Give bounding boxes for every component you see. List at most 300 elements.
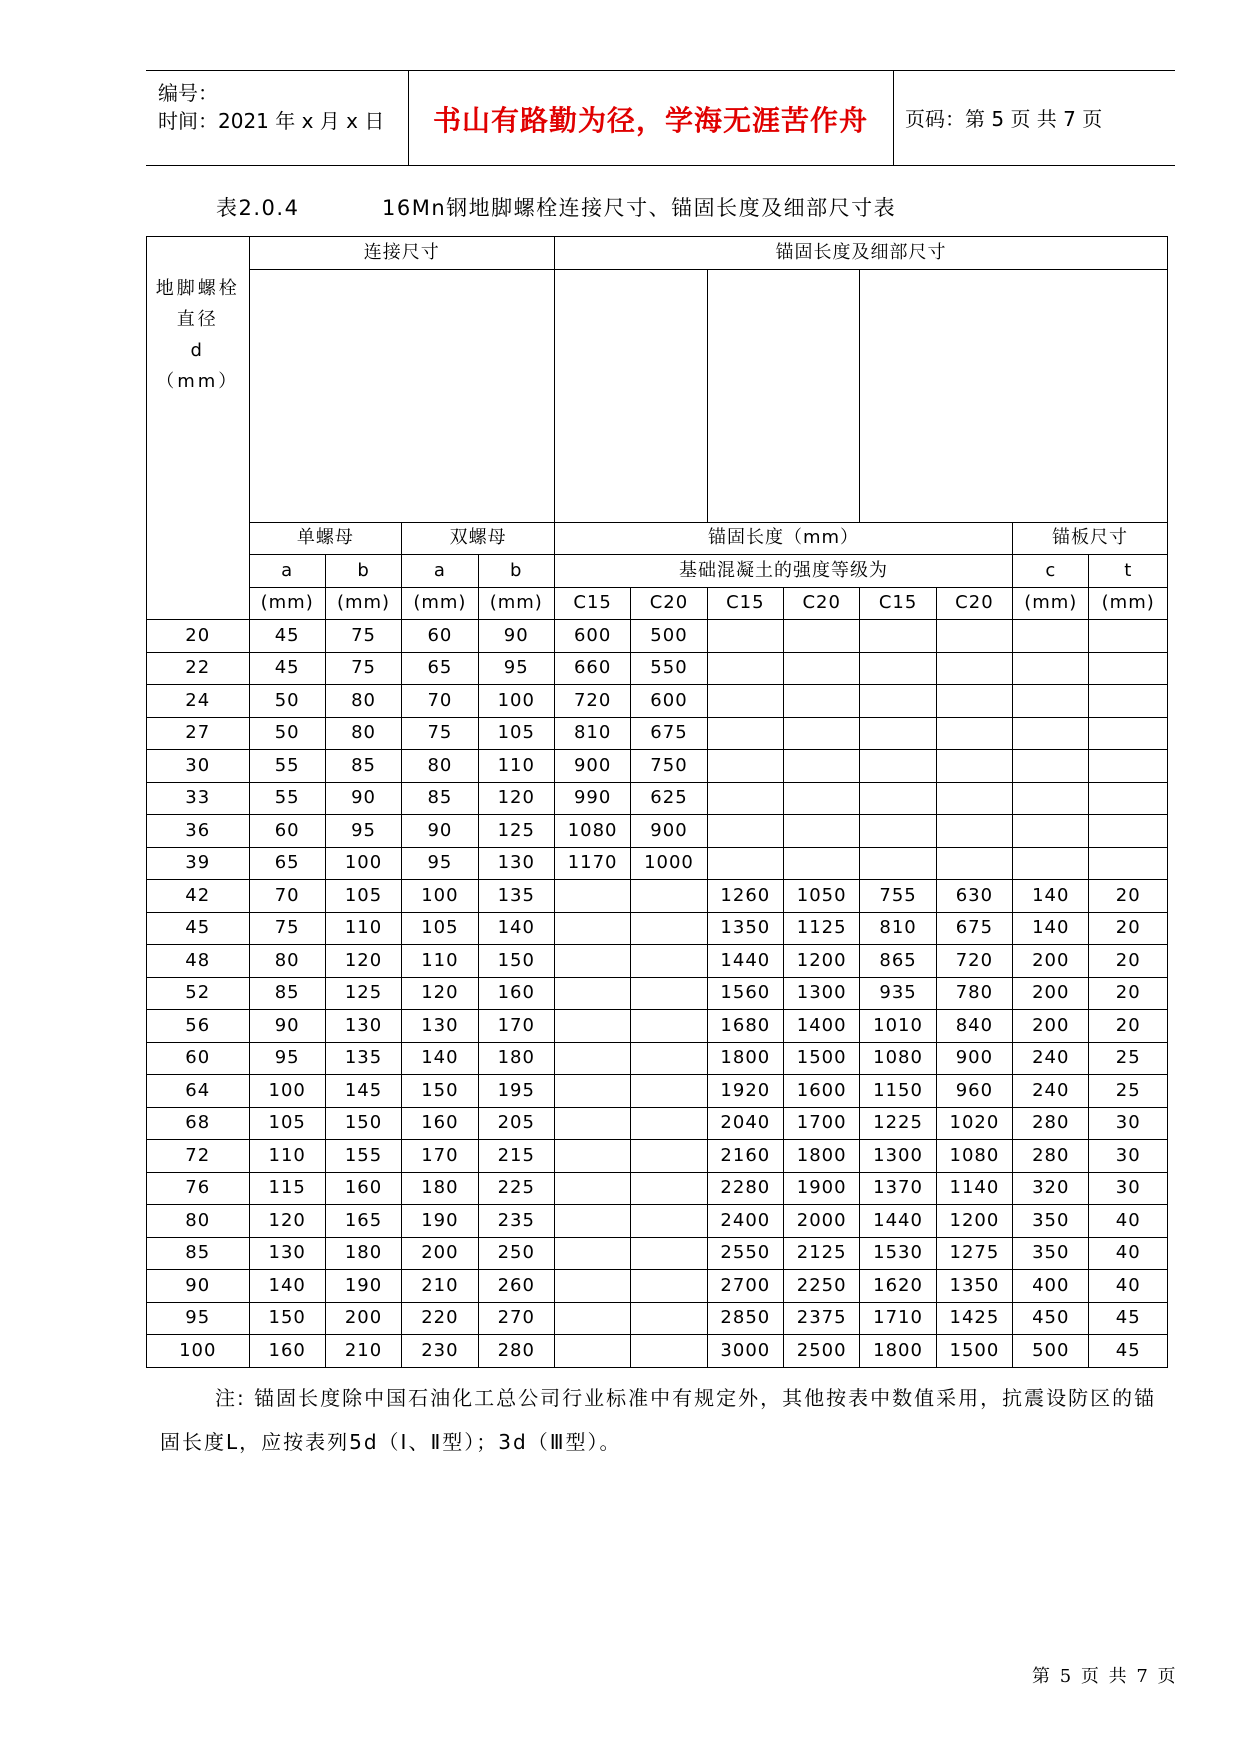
page-header: [146, 70, 1175, 166]
table-cell: [631, 1172, 707, 1205]
col-b-header: b: [478, 555, 554, 588]
table-row: [147, 1172, 1168, 1205]
table-cell: 260: [478, 1270, 554, 1303]
table-cell: 200: [402, 1237, 478, 1270]
table-cell: 2850: [707, 1302, 783, 1335]
table-cell: [631, 1140, 707, 1173]
table-cell: 140: [402, 1042, 478, 1075]
table-cell: 75: [402, 717, 478, 750]
table-cell: 100: [325, 847, 401, 880]
table-cell: 1700: [784, 1107, 860, 1140]
anchor-diagram-cell: [707, 269, 860, 522]
table-cell: 50: [249, 717, 325, 750]
diameter-header-line: 直径: [176, 309, 219, 330]
table-cell: 1260: [707, 880, 783, 913]
table-cell: 350: [1013, 1205, 1089, 1238]
table-cell: [860, 847, 936, 880]
table-cell: 100: [402, 880, 478, 913]
table-cell: 960: [936, 1075, 1012, 1108]
table-cell: 55: [249, 782, 325, 815]
table-cell: 2550: [707, 1237, 783, 1270]
table-cell: 1000: [631, 847, 707, 880]
table-cell: [860, 652, 936, 685]
table-cell: [1013, 750, 1089, 783]
table-cell: 115: [249, 1172, 325, 1205]
table-cell: 80: [402, 750, 478, 783]
table-cell: 100: [147, 1335, 250, 1368]
table-cell: [707, 847, 783, 880]
table-cell: 240: [1013, 1075, 1089, 1108]
table-cell: [554, 912, 630, 945]
table-cell: 60: [402, 620, 478, 653]
table-cell: 1600: [784, 1075, 860, 1108]
table-cell: 1350: [936, 1270, 1012, 1303]
table-cell: [784, 815, 860, 848]
table-cell: 150: [325, 1107, 401, 1140]
table-cell: 85: [402, 782, 478, 815]
table-cell: [936, 750, 1012, 783]
table-cell: 1200: [936, 1205, 1012, 1238]
table-cell: 1080: [860, 1042, 936, 1075]
table-cell: 22: [147, 652, 250, 685]
table-cell: 1300: [784, 977, 860, 1010]
table-row: [147, 1107, 1168, 1140]
table-cell: [1089, 815, 1168, 848]
table-cell: 500: [631, 620, 707, 653]
table-row: [147, 1237, 1168, 1270]
table-cell: 48: [147, 945, 250, 978]
col-a-header: a: [249, 555, 325, 588]
grade-c15-header: C15: [554, 587, 630, 620]
table-cell: 2000: [784, 1205, 860, 1238]
table-cell: 280: [478, 1335, 554, 1368]
table-cell: 72: [147, 1140, 250, 1173]
table-cell: 400: [1013, 1270, 1089, 1303]
table-cell: 625: [631, 782, 707, 815]
table-cell: [784, 782, 860, 815]
table-cell: 30: [1089, 1107, 1168, 1140]
table-cell: 140: [249, 1270, 325, 1303]
table-row: [147, 750, 1168, 783]
table-cell: 2375: [784, 1302, 860, 1335]
table-cell: 1225: [860, 1107, 936, 1140]
table-cell: 1530: [860, 1237, 936, 1270]
table-row: [147, 977, 1168, 1010]
table-cell: 90: [478, 620, 554, 653]
table-cell: [554, 1172, 630, 1205]
table-cell: 30: [1089, 1140, 1168, 1173]
table-cell: 1800: [784, 1140, 860, 1173]
table-cell: 110: [249, 1140, 325, 1173]
table-cell: [631, 1270, 707, 1303]
table-cell: [1013, 620, 1089, 653]
table-cell: [1089, 847, 1168, 880]
table-cell: 1275: [936, 1237, 1012, 1270]
table-cell: 205: [478, 1107, 554, 1140]
table-cell: 190: [402, 1205, 478, 1238]
table-cell: [784, 685, 860, 718]
table-cell: 25: [1089, 1075, 1168, 1108]
table-cell: [554, 1237, 630, 1270]
grade-c20-header: C20: [936, 587, 1012, 620]
connection-diagram-cell: [249, 269, 554, 522]
table-cell: 2280: [707, 1172, 783, 1205]
table-cell: [707, 782, 783, 815]
table-cell: 30: [1089, 1172, 1168, 1205]
table-cell: [707, 750, 783, 783]
col-a-header: a: [402, 555, 478, 588]
table-caption-title: 16Mn钢地脚螺栓连接尺寸、锚固长度及细部尺寸表: [382, 196, 897, 220]
table-cell: 105: [249, 1107, 325, 1140]
table-cell: 230: [402, 1335, 478, 1368]
table-cell: 45: [249, 620, 325, 653]
table-cell: 1020: [936, 1107, 1012, 1140]
table-cell: 190: [325, 1270, 401, 1303]
table-cell: 900: [554, 750, 630, 783]
unit-header: (mm): [1089, 587, 1168, 620]
table-cell: 45: [1089, 1302, 1168, 1335]
table-cell: 600: [631, 685, 707, 718]
table-cell: 125: [478, 815, 554, 848]
table-cell: 75: [325, 620, 401, 653]
table-cell: 630: [936, 880, 1012, 913]
table-cell: 30: [147, 750, 250, 783]
table-cell: 2700: [707, 1270, 783, 1303]
table-cell: 95: [478, 652, 554, 685]
table-cell: 720: [936, 945, 1012, 978]
table-cell: [554, 977, 630, 1010]
table-cell: [1013, 815, 1089, 848]
table-cell: 60: [147, 1042, 250, 1075]
table-row: [147, 1335, 1168, 1368]
page-footer: 第 5 页 共 7 页: [1032, 1666, 1178, 1687]
table-cell: [554, 1270, 630, 1303]
table-cell: [936, 782, 1012, 815]
table-cell: [707, 815, 783, 848]
table-cell: 1300: [860, 1140, 936, 1173]
table-cell: [860, 750, 936, 783]
table-cell: [784, 652, 860, 685]
table-caption-number: 表2.0.4: [216, 196, 300, 220]
table-cell: 235: [478, 1205, 554, 1238]
table-cell: 64: [147, 1075, 250, 1108]
table-row: [147, 782, 1168, 815]
concrete-grade-header: 基础混凝土的强度等级为: [554, 555, 1012, 588]
table-cell: 780: [936, 977, 1012, 1010]
table-cell: [860, 717, 936, 750]
anchor-length-header: 锚固长度（mm）: [554, 522, 1012, 555]
table-cell: [631, 945, 707, 978]
unit-header: (mm): [325, 587, 401, 620]
table-cell: 80: [147, 1205, 250, 1238]
grade-c15-header: C15: [707, 587, 783, 620]
table-cell: 1080: [554, 815, 630, 848]
col-b-header: b: [325, 555, 401, 588]
table-row: [147, 1302, 1168, 1335]
table-row: [147, 912, 1168, 945]
table-cell: 90: [402, 815, 478, 848]
single-nut-header: 单螺母: [249, 522, 402, 555]
header-page-number: 页码：第 5 页 共 7 页: [905, 107, 1103, 131]
table-cell: [631, 977, 707, 1010]
table-cell: 180: [402, 1172, 478, 1205]
table-cell: [707, 652, 783, 685]
table-row: [147, 652, 1168, 685]
table-cell: 120: [478, 782, 554, 815]
table-cell: 20: [1089, 880, 1168, 913]
table-cell: 105: [325, 880, 401, 913]
table-cell: 210: [325, 1335, 401, 1368]
table-cell: 76: [147, 1172, 250, 1205]
table-cell: 40: [1089, 1237, 1168, 1270]
table-cell: 1010: [860, 1010, 936, 1043]
table-cell: 40: [1089, 1205, 1168, 1238]
col-t-header: t: [1089, 555, 1168, 588]
table-row: [147, 685, 1168, 718]
grade-c20-header: C20: [784, 587, 860, 620]
table-cell: 45: [1089, 1335, 1168, 1368]
table-cell: 90: [325, 782, 401, 815]
table-cell: 1425: [936, 1302, 1012, 1335]
table-cell: [936, 847, 1012, 880]
table-cell: 1920: [707, 1075, 783, 1108]
table-cell: 675: [631, 717, 707, 750]
table-cell: 195: [478, 1075, 554, 1108]
table-cell: [936, 815, 1012, 848]
table-cell: 95: [402, 847, 478, 880]
table-cell: [784, 717, 860, 750]
table-cell: 39: [147, 847, 250, 880]
table-cell: 840: [936, 1010, 1012, 1043]
header-middle-cell: [408, 71, 894, 165]
table-cell: 750: [631, 750, 707, 783]
table-row: [147, 620, 1168, 653]
table-cell: 70: [249, 880, 325, 913]
table-cell: 2040: [707, 1107, 783, 1140]
table-cell: 1680: [707, 1010, 783, 1043]
table-cell: [784, 847, 860, 880]
table-cell: [936, 620, 1012, 653]
table-note: 注: 锚固长度除中国石油化工总公司行业标准中有规定外，其他按表中数值采用，抗震设防区的锚固长度L，应按表列5d（Ⅰ、Ⅱ型）；3d（Ⅲ型）。: [160, 1386, 1157, 1454]
anchor-diagram-cell: [554, 269, 707, 522]
table-cell: 500: [1013, 1335, 1089, 1368]
document-time: 时间：2021 年 x 月 x 日: [158, 109, 385, 133]
table-cell: 160: [478, 977, 554, 1010]
table-cell: 140: [1013, 912, 1089, 945]
table-cell: 100: [478, 685, 554, 718]
table-cell: [631, 880, 707, 913]
table-cell: 125: [325, 977, 401, 1010]
table-row: [147, 1270, 1168, 1303]
table-cell: 1620: [860, 1270, 936, 1303]
table-cell: 145: [325, 1075, 401, 1108]
unit-header: (mm): [1013, 587, 1089, 620]
table-cell: 270: [478, 1302, 554, 1335]
table-cell: 180: [325, 1237, 401, 1270]
unit-header: (mm): [249, 587, 325, 620]
table-cell: 250: [478, 1237, 554, 1270]
table-cell: 130: [325, 1010, 401, 1043]
table-cell: 20: [1089, 912, 1168, 945]
table-cell: [784, 620, 860, 653]
table-cell: 900: [631, 815, 707, 848]
table-row: [147, 815, 1168, 848]
table-cell: 210: [402, 1270, 478, 1303]
table-cell: [554, 880, 630, 913]
table-cell: [707, 685, 783, 718]
table-cell: 720: [554, 685, 630, 718]
table-cell: [631, 1107, 707, 1140]
table-cell: 52: [147, 977, 250, 1010]
double-nut-header: 双螺母: [402, 522, 555, 555]
header-right-cell: [893, 71, 1175, 165]
table-cell: 70: [402, 685, 478, 718]
table-row: [147, 945, 1168, 978]
table-cell: 85: [325, 750, 401, 783]
table-cell: 165: [325, 1205, 401, 1238]
table-cell: 1500: [936, 1335, 1012, 1368]
table-cell: [554, 1140, 630, 1173]
table-cell: 120: [325, 945, 401, 978]
table-cell: 105: [478, 717, 554, 750]
table-cell: [631, 1010, 707, 1043]
table-cell: 65: [402, 652, 478, 685]
table-cell: 450: [1013, 1302, 1089, 1335]
table-cell: 1440: [860, 1205, 936, 1238]
table-cell: 1500: [784, 1042, 860, 1075]
table-cell: [554, 945, 630, 978]
table-cell: 68: [147, 1107, 250, 1140]
table-row: [147, 717, 1168, 750]
table-cell: 20: [1089, 977, 1168, 1010]
table-cell: 1800: [860, 1335, 936, 1368]
table-cell: 56: [147, 1010, 250, 1043]
table-cell: [631, 1075, 707, 1108]
table-cell: 20: [147, 620, 250, 653]
table-cell: 150: [478, 945, 554, 978]
table-cell: [631, 912, 707, 945]
grade-c15-header: C15: [860, 587, 936, 620]
table-cell: 3000: [707, 1335, 783, 1368]
table-cell: 45: [249, 652, 325, 685]
table-cell: 1125: [784, 912, 860, 945]
table-cell: 755: [860, 880, 936, 913]
anchor-diagram-cell: [860, 269, 1168, 522]
table-cell: 42: [147, 880, 250, 913]
table-cell: 55: [249, 750, 325, 783]
table-cell: 160: [402, 1107, 478, 1140]
table-cell: 1800: [707, 1042, 783, 1075]
table-cell: [1089, 782, 1168, 815]
table-cell: 220: [402, 1302, 478, 1335]
table-cell: 1710: [860, 1302, 936, 1335]
table-cell: 675: [936, 912, 1012, 945]
table-cell: 110: [325, 912, 401, 945]
table-cell: 1400: [784, 1010, 860, 1043]
diameter-header-line: d: [190, 340, 205, 361]
table-cell: 225: [478, 1172, 554, 1205]
table-cell: 45: [147, 912, 250, 945]
table-cell: 140: [1013, 880, 1089, 913]
table-row: [147, 1140, 1168, 1173]
table-cell: [631, 1042, 707, 1075]
document-number-label: 编号：: [158, 81, 218, 105]
grade-c20-header: C20: [631, 587, 707, 620]
table-cell: 160: [249, 1335, 325, 1368]
table-cell: [1089, 717, 1168, 750]
table-cell: 20: [1089, 945, 1168, 978]
table-cell: 50: [249, 685, 325, 718]
table-cell: 40: [1089, 1270, 1168, 1303]
table-cell: [1089, 652, 1168, 685]
diameter-header-line: （mm）: [156, 371, 240, 392]
table-cell: 100: [249, 1075, 325, 1108]
table-row: [147, 1042, 1168, 1075]
header-motto: 书山有路勤为径，学海无涯苦作舟: [432, 104, 868, 137]
table-cell: 180: [478, 1042, 554, 1075]
table-cell: 85: [249, 977, 325, 1010]
table-cell: 90: [147, 1270, 250, 1303]
table-cell: [631, 1302, 707, 1335]
table-cell: [554, 1075, 630, 1108]
table-cell: 2500: [784, 1335, 860, 1368]
table-cell: 2250: [784, 1270, 860, 1303]
table-cell: [707, 717, 783, 750]
table-cell: 200: [1013, 977, 1089, 1010]
table-cell: 110: [478, 750, 554, 783]
table-cell: 65: [249, 847, 325, 880]
table-cell: [1013, 652, 1089, 685]
table-cell: 80: [249, 945, 325, 978]
table-cell: 110: [402, 945, 478, 978]
table-cell: [1089, 620, 1168, 653]
table-cell: 36: [147, 815, 250, 848]
table-row: [147, 1075, 1168, 1108]
table-cell: [860, 815, 936, 848]
table-cell: [1013, 847, 1089, 880]
table-cell: 200: [1013, 945, 1089, 978]
header-left-cell: [146, 71, 409, 165]
table-row: [147, 847, 1168, 880]
table-cell: 1140: [936, 1172, 1012, 1205]
table-cell: [631, 1237, 707, 1270]
table-cell: [554, 1042, 630, 1075]
table-cell: 810: [554, 717, 630, 750]
table-cell: 1370: [860, 1172, 936, 1205]
table-row: [147, 880, 1168, 913]
table-cell: 24: [147, 685, 250, 718]
table-cell: 810: [860, 912, 936, 945]
bolt-dimension-table: [146, 236, 1168, 1368]
table-cell: 120: [249, 1205, 325, 1238]
table-cell: [784, 750, 860, 783]
table-cell: 20: [1089, 1010, 1168, 1043]
connection-size-header: 连接尺寸: [249, 237, 554, 270]
table-cell: 200: [1013, 1010, 1089, 1043]
table-cell: 240: [1013, 1042, 1089, 1075]
col-c-header: c: [1013, 555, 1089, 588]
table-cell: 150: [249, 1302, 325, 1335]
table-cell: [860, 685, 936, 718]
table-cell: [860, 620, 936, 653]
table-cell: [554, 1107, 630, 1140]
table-row: [147, 1205, 1168, 1238]
table-cell: 550: [631, 652, 707, 685]
table-cell: [1013, 717, 1089, 750]
table-cell: 2125: [784, 1237, 860, 1270]
anchor-detail-header: 锚固长度及细部尺寸: [554, 237, 1167, 270]
table-cell: 155: [325, 1140, 401, 1173]
